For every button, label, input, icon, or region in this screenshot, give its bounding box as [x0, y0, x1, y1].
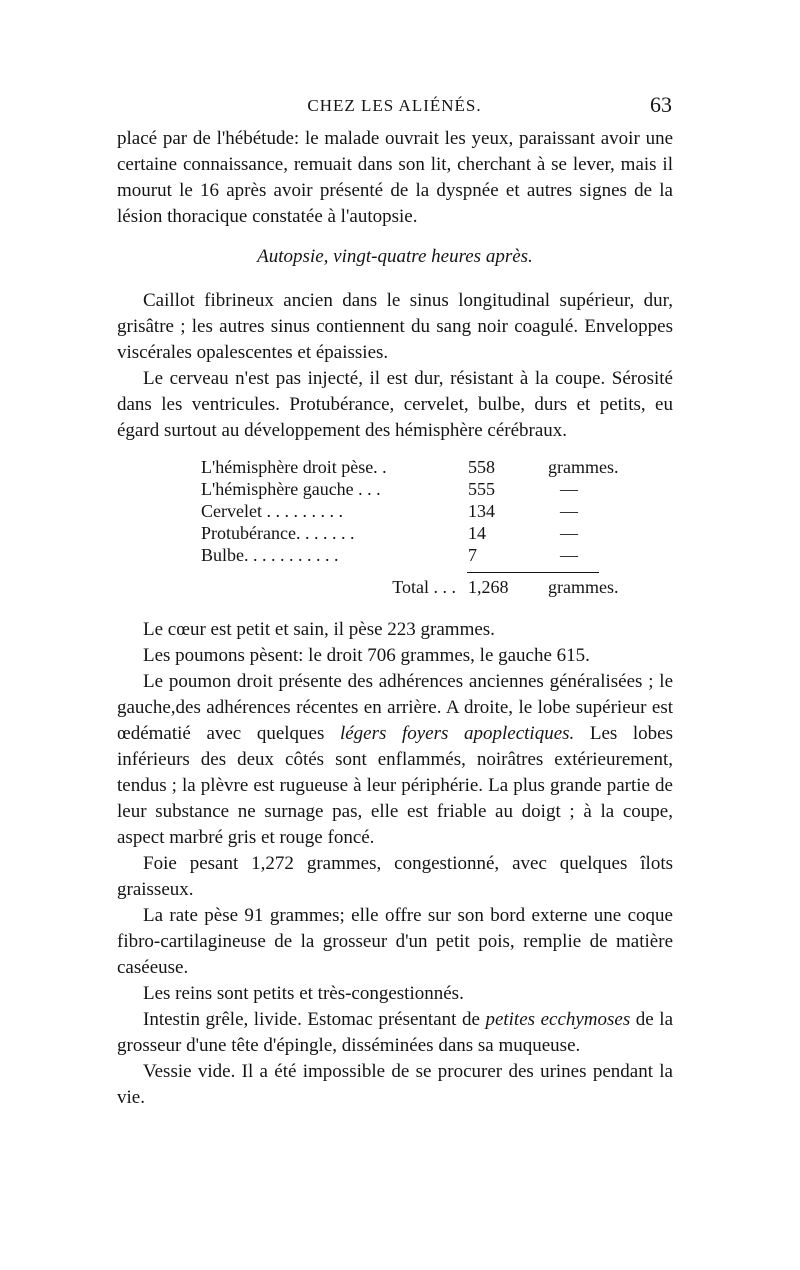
- text-run: Les lobes inférieurs des deux côtés sont enflammés, noirâtres extérieurement, tendus ; la plèvre est rugueuse à leur périphérie. La plus grande partie de leur substance ne surnage pas, elle est friable au doigt ; à la coupe, aspect marbré gris et rouge foncé.: [117, 723, 673, 848]
- weight-label: L'hémisphère droit pèse. .: [201, 457, 387, 477]
- paragraph-vessie: Vessie vide. Il a été impossible de se procurer des urines pendant la vie.: [117, 1061, 673, 1108]
- weight-label: Cervelet . . . . . . . . .: [201, 501, 343, 521]
- total-unit: grammes.: [548, 577, 619, 597]
- sum-rule: [467, 572, 599, 573]
- weight-unit: grammes.: [548, 457, 619, 477]
- weight-value: 558: [468, 457, 495, 477]
- paragraph-intestin: [117, 1007, 673, 1059]
- paragraph-cerveau: Le cerveau n'est pas injecté, il est dur, résistant à la coupe. Sérosité dans les ventricules. Protubérance, cervelet, bulbe, durs et petits, eu égard surtout au développement des hémisphère cérébraux.: [117, 368, 673, 441]
- paragraph-poumons: Les poumons pèsent: le droit 706 grammes, le gauche 615.: [143, 645, 590, 666]
- ditto-dash: —: [560, 545, 578, 565]
- weight-value: 7: [468, 545, 477, 565]
- section-heading: Autopsie, vingt-quatre heures après.: [257, 246, 533, 267]
- weight-label: Bulbe. . . . . . . . . . .: [201, 545, 339, 565]
- page-number: 63: [650, 92, 672, 117]
- weight-row: [117, 478, 673, 500]
- ditto-dash: —: [560, 479, 578, 499]
- paragraph-foie: Foie pesant 1,272 grammes, congestionné, avec quelques îlots graisseux.: [117, 853, 673, 900]
- running-head: [117, 92, 672, 122]
- text-run: de la grosseur d'une tête d'épingle, disséminées dans sa muqueuse.: [117, 1009, 673, 1056]
- text-run: Intestin grêle, livide. Estomac présentant de: [143, 1009, 486, 1030]
- ditto-dash: —: [560, 523, 578, 543]
- total-value: 1,268: [468, 577, 509, 597]
- ditto-dash: —: [560, 501, 578, 521]
- paragraph-continuation: placé par de l'hébétude: le malade ouvrait les yeux, paraissant avoir une certaine connaissance, remuait dans son lit, cherchant à se lever, mais il mourut le 16 après avoir présenté de la dyspnée et autres signes de la lésion thoracique constatée à l'autopsie.: [117, 128, 673, 227]
- weight-total-row: [117, 575, 673, 599]
- paragraph-rate: La rate pèse 91 grammes; elle offre sur son bord externe une coque fibro-cartilagineuse de la grosseur d'un petit pois, remplie de matière caséeuse.: [117, 905, 673, 978]
- body-text: [117, 126, 673, 1111]
- weight-row: [117, 500, 673, 522]
- paragraph-coeur: Le cœur est petit et sain, il pèse 223 grammes.: [143, 619, 495, 640]
- paragraph-reins: Les reins sont petits et très-congestionnés.: [143, 983, 464, 1004]
- weight-label: Protubérance. . . . . . .: [201, 523, 355, 543]
- weight-label: L'hémisphère gauche . . .: [201, 479, 381, 499]
- weight-value: 555: [468, 479, 495, 499]
- weight-value: 134: [468, 501, 495, 521]
- italic-run: légers foyers apoplectiques.: [339, 723, 575, 744]
- weight-row: [117, 522, 673, 544]
- running-title: CHEZ LES ALIÉNÉS.: [307, 96, 482, 115]
- weight-row: [117, 544, 673, 566]
- weight-row: [117, 456, 673, 478]
- paragraph-caillot: Caillot fibrineux ancien dans le sinus longitudinal supérieur, dur, grisâtre ; les autres sinus contiennent du sang noir coagulé. Enveloppes viscérales opalescentes et épaissies.: [117, 290, 673, 363]
- text-run: Le poumon droit présente des adhérences anciennes généralisées ; le gauche,des adhérences récentes en arrière. A droite, le lobe supérieur est œdématié avec quelques: [117, 671, 673, 744]
- paragraph-poumon-droit: [117, 669, 673, 851]
- total-label: Total . . .: [392, 577, 456, 597]
- italic-run: petites ecchymoses: [485, 1009, 631, 1030]
- weight-value: 14: [468, 523, 486, 543]
- weights-table: [117, 456, 673, 599]
